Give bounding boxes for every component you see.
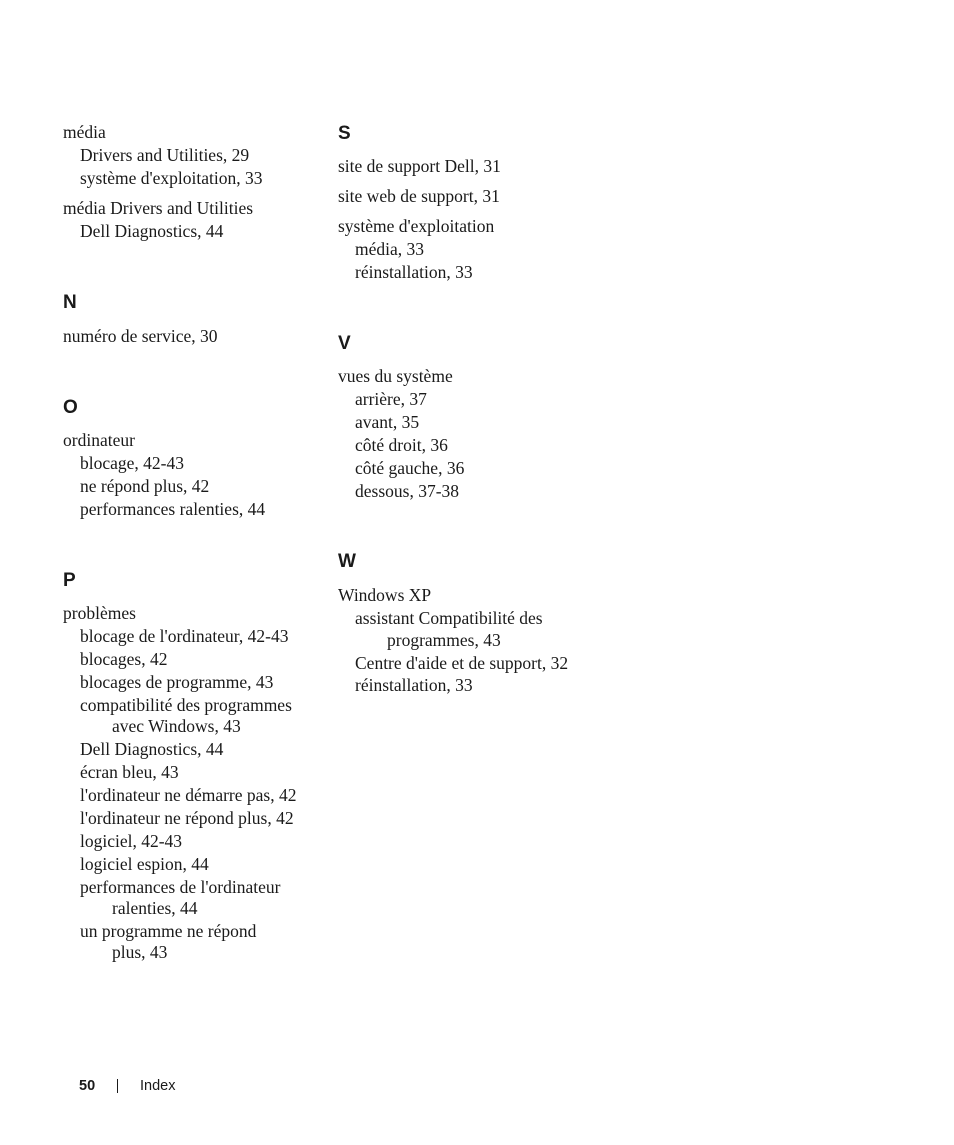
index-subterm: Centre d'aide et de support, 32 — [355, 653, 569, 673]
index-subterm: ne répond plus, 42 — [80, 476, 210, 496]
index-subterm: côté gauche, 36 — [355, 458, 465, 478]
index-subterm: arrière, 37 — [355, 389, 427, 409]
index-subterm-continuation: programmes, 43 — [387, 630, 501, 650]
index-subterm: logiciel espion, 44 — [80, 854, 209, 874]
index-term: vues du système — [338, 366, 453, 386]
index-subterm: performances de l'ordinateur — [80, 877, 281, 897]
index-subterm: Drivers and Utilities, 29 — [80, 145, 250, 165]
index-term: site web de support, 31 — [338, 186, 500, 206]
index-subterm: compatibilité des programmes — [80, 695, 292, 715]
section-letter-o: O — [63, 397, 78, 418]
index-subterm: réinstallation, 33 — [355, 675, 473, 695]
index-subterm-continuation: ralenties, 44 — [112, 898, 198, 918]
index-subterm: blocage, 42-43 — [80, 453, 184, 473]
index-subterm: blocages, 42 — [80, 649, 168, 669]
index-subterm: l'ordinateur ne démarre pas, 42 — [80, 785, 297, 805]
index-subterm: côté droit, 36 — [355, 435, 448, 455]
index-term: Windows XP — [338, 585, 432, 605]
section-letter-s: S — [338, 123, 351, 144]
index-subterm: réinstallation, 33 — [355, 262, 473, 282]
index-subterm: média, 33 — [355, 239, 425, 259]
index-subterm-continuation: avec Windows, 43 — [112, 716, 241, 736]
index-subterm: Dell Diagnostics, 44 — [80, 221, 224, 241]
index-subterm: assistant Compatibilité des — [355, 608, 543, 628]
index-term: ordinateur — [63, 430, 135, 450]
index-term: problèmes — [63, 603, 136, 623]
index-term: numéro de service, 30 — [63, 326, 218, 346]
index-subterm: l'ordinateur ne répond plus, 42 — [80, 808, 294, 828]
index-subterm: blocage de l'ordinateur, 42-43 — [80, 626, 289, 646]
section-letter-p: P — [63, 570, 76, 591]
index-subterm: logiciel, 42-43 — [80, 831, 183, 851]
index-subterm: écran bleu, 43 — [80, 762, 179, 782]
page-number: 50 — [79, 1078, 96, 1094]
section-name: Index — [140, 1078, 176, 1094]
index-subterm: performances ralenties, 44 — [80, 499, 266, 519]
index-subterm: avant, 35 — [355, 412, 420, 432]
index-subterm: Dell Diagnostics, 44 — [80, 739, 224, 759]
section-letter-v: V — [338, 333, 351, 354]
index-subterm-continuation: plus, 43 — [112, 942, 168, 962]
section-letter-w: W — [338, 551, 356, 572]
index-term: système d'exploitation — [338, 216, 495, 236]
index-subterm: un programme ne répond — [80, 921, 257, 941]
section-letter-n: N — [63, 292, 77, 313]
index-term: site de support Dell, 31 — [338, 156, 501, 176]
index-term-media-drivers: média Drivers and Utilities — [63, 198, 254, 218]
index-term-media: média — [63, 122, 106, 142]
index-subterm: blocages de programme, 43 — [80, 672, 274, 692]
index-subterm: dessous, 37-38 — [355, 481, 460, 501]
index-subterm: système d'exploitation, 33 — [80, 168, 263, 188]
footer-divider — [117, 1079, 118, 1093]
